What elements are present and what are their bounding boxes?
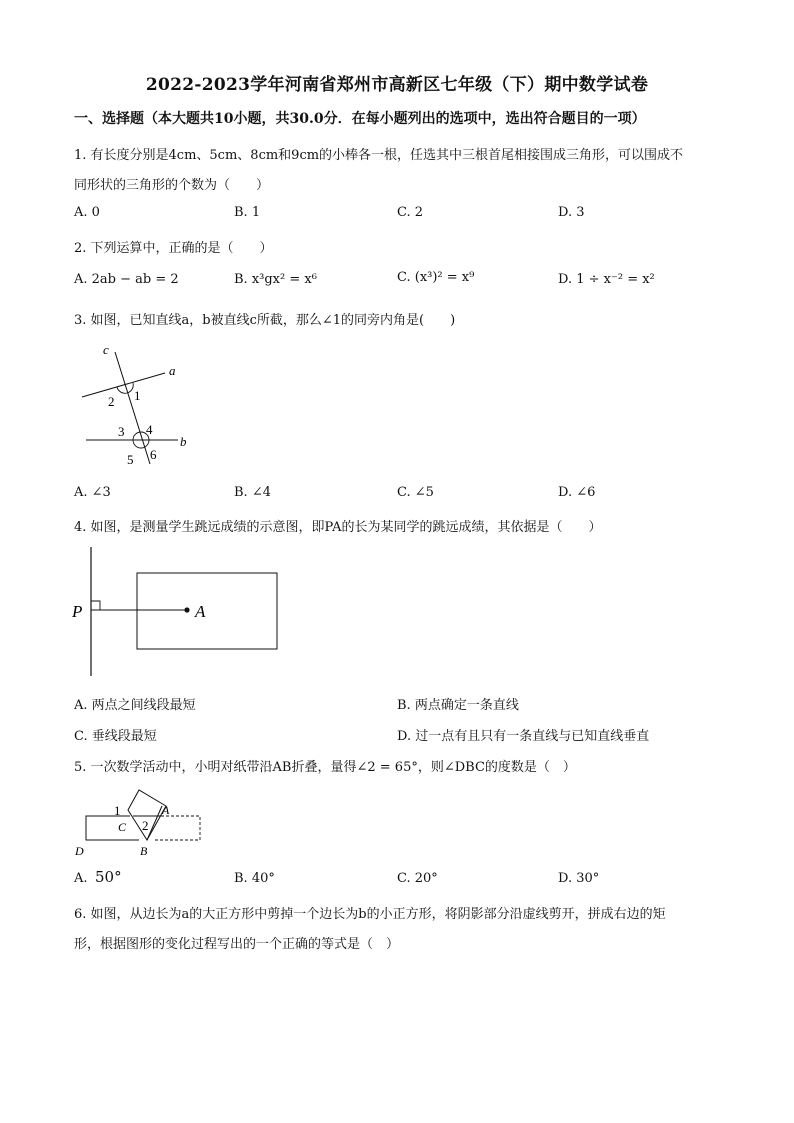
label-c: C (118, 820, 127, 834)
q4-option-d: D. 过一点有且只有一条直线与已知直线垂直 (397, 729, 650, 744)
angle-label-3: 3 (118, 424, 125, 439)
angle-label-1: 1 (134, 388, 141, 403)
question-6-line-1: 6. 如图，从边长为a的大正方形中剪掉一个边长为b的小正方形，将阴影部分沿虚线剪开，拼成右边的矩 (74, 907, 666, 922)
question-3-stem: 3. 如图，已知直线a，b被直线c所截，那么∠1的同旁内角是( ) (74, 313, 456, 328)
right-angle-mark (91, 601, 100, 610)
label-a: A (162, 803, 170, 817)
q4-option-b: B. 两点确定一条直线 (397, 698, 519, 713)
question-1-line-1: 1. 有长度分别是4cm、5cm、8cm和9cm的小棒各一根，任选其中三根首尾相接围成三角形，可以围成不 (74, 148, 684, 163)
q3-option-b: B. ∠4 (234, 485, 271, 500)
label-b: b (180, 434, 187, 449)
label-c: c (103, 342, 109, 357)
angle-label-2: 2 (142, 818, 149, 833)
angle-label-6: 6 (150, 447, 157, 462)
strip-left (86, 816, 139, 840)
angle-label-1: 1 (114, 803, 121, 818)
question-4-stem: 4. 如图，是测量学生跳远成绩的示意图，即PA的长为某同学的跳远成绩，其依据是（ ） (74, 520, 602, 535)
q4-option-c: C. 垂线段最短 (74, 729, 157, 744)
q1-option-b: B. 1 (234, 205, 261, 220)
q2-option-c: C. (x³)² = x⁹ (397, 270, 475, 285)
label-b: B (140, 844, 148, 858)
angle-label-5: 5 (127, 452, 134, 467)
q2-option-d: D. 1 ÷ x⁻² = x² (558, 272, 655, 287)
q1-option-a: A. 0 (74, 205, 100, 220)
q3-option-d: D. ∠6 (558, 485, 596, 500)
question-6-line-2: 形，根据图形的变化过程写出的一个正确的等式是（ ） (74, 937, 400, 952)
q3-option-c: C. ∠5 (397, 485, 434, 500)
q1-option-c: C. 2 (397, 205, 424, 220)
section-heading: 一、选择题（本大题共10小题，共30.0分．在每小题列出的选项中，选出符合题目的一项） (74, 111, 646, 127)
q5-option-a-letter: A. (74, 871, 88, 886)
angle-label-2: 2 (108, 394, 115, 409)
point-a (184, 607, 189, 612)
question-2-stem: 2. 下列运算中，正确的是（ ） (74, 241, 273, 256)
q3-option-a: A. ∠3 (74, 485, 111, 500)
question-1-line-2: 同形状的三角形的个数为（ ） (74, 178, 270, 193)
label-a: a (169, 363, 176, 378)
q1-option-d: D. 3 (558, 205, 585, 220)
q5-option-c: C. 20° (397, 871, 438, 886)
label-d: D (75, 844, 84, 858)
q5-option-d: D. 30° (558, 871, 600, 886)
exam-title: 2022-2023学年河南省郑州市高新区七年级（下）期中数学试卷 (145, 75, 649, 95)
q4-figure (68, 545, 288, 680)
q3-figure (70, 340, 210, 475)
sand-pit (137, 573, 277, 649)
question-5-stem: 5. 一次数学活动中，小明对纸带沿AB折叠，量得∠2 = 65°，则∠DBC的度数是（ ） (74, 760, 576, 775)
q2-option-b: B. x³gx² = x⁶ (234, 272, 317, 287)
angle-label-4: 4 (146, 422, 153, 437)
q5-option-b: B. 40° (234, 871, 275, 886)
q2-option-a: A. 2ab − ab = 2 (74, 272, 179, 287)
strip-dashed (154, 816, 200, 840)
label-p: P (72, 602, 83, 621)
q5-option-a-value: 50° (95, 868, 122, 886)
q5-figure (70, 782, 210, 862)
label-a: A (195, 602, 206, 621)
q4-option-a: A. 两点之间线段最短 (74, 698, 196, 713)
